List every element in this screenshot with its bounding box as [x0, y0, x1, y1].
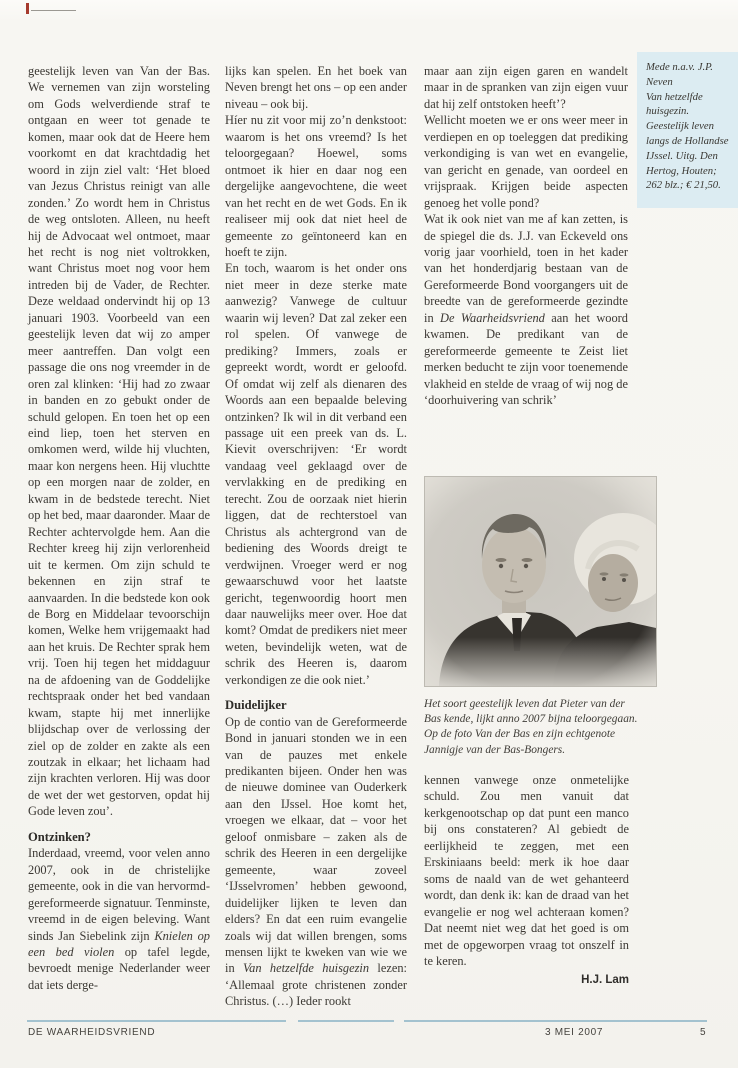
footer-journal-name: DE WAARHEIDSVRIEND — [28, 1027, 156, 1038]
book-title: Knielen op een bed violen — [28, 928, 210, 960]
registration-mark-red — [26, 3, 29, 14]
footer-rule-segment — [298, 1020, 394, 1022]
footer-rule-segment — [404, 1020, 707, 1022]
photo-couple — [424, 476, 657, 687]
paragraph: lijks kan spelen. En het boek van Neven brengt het ons – op een ander niveau – ook bij. — [225, 64, 407, 111]
journal-title: De Waarheidsvriend — [440, 310, 545, 325]
book-note-intro: Mede n.a.v. J.P. Neven — [646, 61, 713, 88]
text-run: aan het woord kwamen. De predikant van de gereformeerde gemeente te Zeist liet merken beducht te zijn voor toenemende vlakheid en stelde de vraag of wij nog de ‘doorhuivering van schrik’ — [424, 310, 628, 408]
paragraph: Wellicht moeten we er ons weer meer in verdiepen en op toeleggen dat prediking verkondiging is van wet en evangelie, van gericht en genade, van oordeel en vrijspraak. Krijgen beide aspecten genoeg het volle pond? — [424, 113, 628, 210]
section-heading-duidelijker: Duidelijker — [225, 698, 287, 713]
paragraph — [225, 714, 407, 1010]
registration-line — [31, 10, 76, 11]
footer-date: 3 MEI 2007 — [545, 1027, 604, 1038]
book-note-reference: Van hetzelfde huisgezin. Geestelijk leven langs de Hollandse IJssel. Uitg. Den Hertog, Houten; 262 blz.; € 21,50. — [646, 90, 729, 192]
text-run: lezen: ‘Allemaal grote christenen zonder Christus. (…) Ieder rookt — [225, 961, 407, 1009]
paragraph — [28, 845, 210, 993]
footer-page-number: 5 — [700, 1027, 707, 1038]
paragraph: maar aan zijn eigen garen en wandelt maar in de spranken van zijn eigen vuur dat hij zelf ontstoken heeft’? — [424, 64, 628, 111]
text-run: op tafel legde, bevroedt menige Nederlander weer dat iets derge- — [28, 945, 210, 992]
article-column-2 — [225, 63, 407, 1010]
photo-caption: Het soort geestelijk leven dat Pieter van der Bas kende, lijkt anno 2007 bijna teloorgegaan. Op de foto Van der Bas en zijn echtgenote Jannigje van der Bas-Bongers. — [424, 698, 638, 756]
footer-rule-segment — [27, 1020, 286, 1022]
text-run: Inderdaad, vreemd, voor velen anno 2007, ook in de christelijke gemeente, ook in die van hervormd-gereformeerde signatuur. Tenminste, vreemd in de eigen beleving. Want sinds Jan Siebelink zijn — [28, 846, 210, 943]
article-column-3-lower — [424, 772, 629, 989]
author-byline: H.J. Lam — [581, 974, 629, 987]
text-run: Wat ik ook niet van me af kan zetten, is de spiegel die ds. J.J. van Eckeveld ons vorig jaar voorhield, toen in het kader van het honderdjarig bestaan van de Gereformeerde Bond voorgangers uit de breedte van de gereformeerde gezindte in — [424, 212, 628, 325]
book-title: Van hetzelfde huisgezin — [242, 961, 370, 976]
book-reference-note — [637, 52, 738, 208]
text-run: Op de contio van de Gereformeerde Bond in januari stonden we in een van de pauzes met enkele predikanten bijeen. Onder hen was de nieuwe dominee van Ouderkerk aan den IJssel. Hoe komt het, vroegen we elkaar, dat – voor het geloof onmisbare – zaken als de schrik des Heeren in een dergelijke gemeente, waar zoveel ‘IJsselvromen’ hebben gewoond, duidelijker lijken te leven dan elders? En dat een ruim evangelie zoals wij dat willen brengen, soms mensen lijkt te kweken van wie we in — [225, 714, 407, 976]
article-column-3-upper — [424, 63, 628, 409]
paragraph — [424, 211, 628, 408]
paragraph: kennen vanwege onze onmetelijke schuld. Zou men vanuit dat kerkgenootschap op dat punt een manco bij ons constateren? Al gebiedt de eerlijkheid te zeggen, met een Erskiniaans beeld: merk ik hoe daar soms de naald van de wet gehanteerd wordt, dan denk ik: kan de draad van het evangelie er nog wel achteraan komen? Dat neemt niet weg dat het goed is om met de opgeworpen vraag tot onszelf in te keren. — [424, 773, 629, 968]
paragraph: En toch, waarom is het onder ons niet meer in deze sterke mate aanwezig? Vanwege de cultuur waarin wij leven? Dat zal zeker een rol spelen. Of vanwege de prediking? Immers, zoals er gepreekt wordt, wordt er geloofd. Of omdat wij zelf als dienaren des Woords aan een bepaalde beleving ontzinken? Ik wil in dit verband een passage uit een preek van ds. L. Kievit overschrijven: ‘Er wordt vandaag veel geklaagd over de vervlakking en de prediking en terecht. Zou de oorzaak niet hierin liggen, dat de rechterstoel van Christus als achtergrond van de bediening des Woords dreigt te verdwijnen. Vroeger werd er nog gewaarschuwd voor het laatste gericht, tegenwoordig hoort men daar nauwelijks meer over. Hoe dat komt? Omdat de predikers niet meer weten, bevindelijk weten, wat de schrik des Heeren is, daarom verkondigen ze die ook niet.’ — [225, 261, 407, 687]
paragraph: Híer nu zit voor mij zo’n denkstoot: waarom is het ons vreemd? Is het teloorgegaan? Hoewel, soms ontmoet ik hier en daar nog een dergelijke aangevochtene, die weet van het recht en de wet Gods. En ik realiseer mij ook dat niet heel de gemeente zo geïntoneerd kan en hoeft te zijn. — [225, 113, 407, 259]
paragraph: geestelijk leven van Van der Bas. We vernemen van zijn worsteling om Gods welverdiende straf te ontgaan en weer tot genade te komen, maar ook dat de Heere hem voorkomt en dat krachtdadig het woord in zijn ziel valt: ‘Het bloed van Jezus Christus reinigt van alle zonden.’ Zo wordt hem in Christus de weg ontsloten. Alleen, nu heeft hij de Advocaat wel ontmoet, maar het recht is nog niet voltrokken, want Christus moet nog voor hem intreden bij de Vader, de Rechter. Deze weldaad ondervindt hij op 13 januari 1903. Voorbeeld van een geestelijk leven dat wij zo amper meer aantreffen. Dan volgt een passage die ons nog vreemder in de oren zal klinken: ‘Hij had zo zwaar in banden en zo gebukt onder de schuld gelopen. En toen het op een eind liep, toen het sterven en omkomen werd, wilde hij vluchten, maar kon nergens heen. Hij vluchtte op een morgen naar de zolder, en kwam in de bedstede terecht. Niet op het bed, maar daaronder. Maar de Rechter achtervolgde hem. Aan die Rechter kreeg hij zijn verlorenheid uit te kermen. Om zijn schuld te bekennen en zijn straf te aanvaarden. In die bedstede kon ook de Borg en Middelaar tevoorschijn komen, Welke hem vrijgemaakt had aan het kruis. De Rechter sprak hem vrij. Toen hij tegen het middaguur na de afdoening van de Goddelijke rechtspraak onder het bed vandaan kwam, stapte hij met innerlijke blijdschap over de verlossing der ziel op de zolder en zakte als een zoutzak in elkaar; het lichaam had zijn krachten verloren. Hij was door de wet der wet gestorven, opdat hij Gode leven zou’. — [28, 64, 210, 819]
photo-couple-illustration — [425, 477, 656, 686]
article-column-1 — [28, 63, 210, 993]
section-heading-ontzinken: Ontzinken? — [28, 829, 91, 844]
